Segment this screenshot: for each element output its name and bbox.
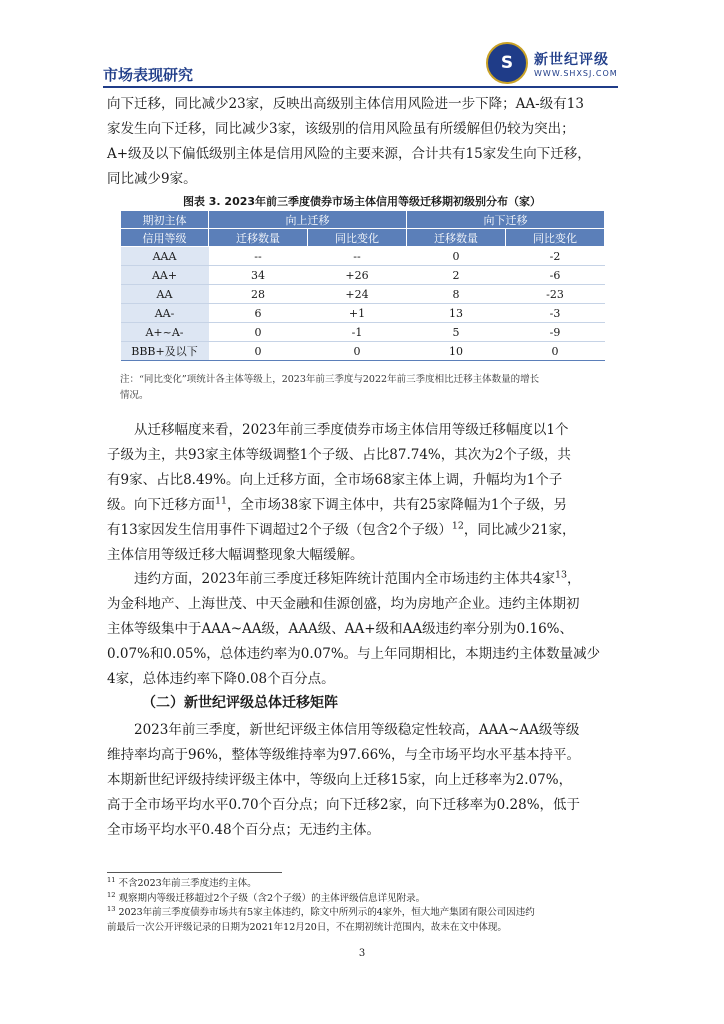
para-line: 主体等级集中于AAA~AA级，AAA级、AA+级和AA级违约率分别为0.16%、 <box>107 621 573 637</box>
grade-cell: A+~A- <box>121 323 209 342</box>
table-note-line: 注：“同比变化”项统计各主体等级上，2023年前三季度与2022年前三季度相比迁移主体数量的增长 <box>120 374 540 385</box>
footnote-11 <box>107 877 617 892</box>
footnote-text: 不含2023年前三季度违约主体。 <box>118 878 257 889</box>
col-up-count: 迁移数量 <box>209 229 308 247</box>
intro-line: 向下迁移，同比减少23家，反映出高级别主体信用风险进一步下降；AA-级有13 <box>107 96 584 112</box>
down-yoy-cell: 0 <box>506 342 605 361</box>
col-down-yoy: 同比变化 <box>506 229 605 247</box>
para-line: 4家，总体违约率下降0.08个百分点。 <box>107 671 335 687</box>
para-line: 2023年前三季度，新世纪评级主体信用等级稳定性较高，AAA~AA级等级 <box>134 722 580 738</box>
down-yoy-cell: -3 <box>506 304 605 323</box>
header-divider <box>103 86 618 88</box>
table-row <box>121 247 605 266</box>
intro-line: A+级及以下偏低级别主体是信用风险的主要来源，合计共有15家发生向下迁移， <box>107 146 591 162</box>
logo-emblem-icon <box>486 42 528 84</box>
up-count-cell: 0 <box>209 323 308 342</box>
col-group-up: 向上迁移 <box>209 211 407 229</box>
para-line: 从迁移幅度来看，2023年前三季度债券市场主体信用等级迁移幅度以1个 <box>134 422 569 438</box>
para-line: 全市场平均水平0.48个百分点；无违约主体。 <box>107 822 381 838</box>
footnote-mark: 13 <box>107 904 116 913</box>
para-line: 有9家、占比8.49%。向上迁移方面，全市场68家主体上调，升幅均为1个子 <box>107 472 563 488</box>
text-span: ，全市场38家下调主体中，共有25家降幅为1个子级，另 <box>227 497 567 513</box>
footnote-text: 2023年前三季度债券市场共有5家主体违约，除文中所列示的4家外，恒大地产集团有限公司因违约 <box>118 907 535 918</box>
grade-cell: BBB+及以下 <box>121 342 209 361</box>
footnote-divider <box>107 872 282 873</box>
col-up-yoy: 同比变化 <box>308 229 407 247</box>
grade-cell: AA <box>121 285 209 304</box>
para-line <box>107 493 617 518</box>
down-count-cell: 10 <box>407 342 506 361</box>
down-yoy-cell: -9 <box>506 323 605 342</box>
text-span: 级。向下迁移方面 <box>107 497 215 513</box>
up-yoy-cell: -- <box>308 247 407 266</box>
table-row <box>121 323 605 342</box>
para-line: 主体信用等级迁移大幅调整现象大幅缓解。 <box>107 547 364 563</box>
up-count-cell: -- <box>209 247 308 266</box>
para-line: 维持率均高于96%，整体等级维持率为97.66%，与全市场平均水平基本持平。 <box>107 747 580 763</box>
para-line <box>107 518 617 543</box>
table-row <box>121 342 605 361</box>
logo-url: WWW.SHXSJ.COM <box>534 69 618 78</box>
para-line: 本期新世纪评级持续评级主体中，等级向上迁移15家，向上迁移率为2.07%， <box>107 772 573 788</box>
para-line: 高于全市场平均水平0.70个百分点；向下迁移2家，向下迁移率为0.28%，低于 <box>107 797 581 813</box>
down-count-cell: 0 <box>407 247 506 266</box>
table-note <box>120 372 610 404</box>
up-yoy-cell: +26 <box>308 266 407 285</box>
text-span: 有13家因发生信用事件下调超过2个子级（包含2个子级） <box>107 522 452 538</box>
footnote-13 <box>107 906 617 921</box>
footnote-mark: 12 <box>107 890 116 899</box>
intro-line: 同比减少9家。 <box>107 171 197 187</box>
page-number: 3 <box>358 948 366 959</box>
figure-caption: 图表 3. 2023年前三季度债券市场主体信用等级迁移期初级别分布（家） <box>182 195 542 208</box>
grade-cell: AAA <box>121 247 209 266</box>
down-count-cell: 5 <box>407 323 506 342</box>
col-group-down: 向下迁移 <box>407 211 605 229</box>
intro-paragraph <box>107 92 617 192</box>
para-line: 为金科地产、上海世茂、中天金融和佳源创盛，均为房地产企业。违约主体期初 <box>107 596 580 612</box>
footnote-ref[interactable]: 12 <box>451 520 464 532</box>
up-yoy-cell: +1 <box>308 304 407 323</box>
footnote-ref[interactable]: 13 <box>554 569 567 581</box>
up-yoy-cell: +24 <box>308 285 407 304</box>
grade-cell: AA+ <box>121 266 209 285</box>
down-yoy-cell: -6 <box>506 266 605 285</box>
up-count-cell: 6 <box>209 304 308 323</box>
col-header-grade-1: 期初主体 <box>121 211 209 229</box>
text-span: ，同比减少21家， <box>463 522 576 538</box>
table-row <box>121 304 605 323</box>
footnote-13-cont: 前最后一次公开评级记录的日期为2021年12月20日，不在期初统计范围内，故未在文中体现。 <box>107 921 507 933</box>
up-yoy-cell: -1 <box>308 323 407 342</box>
default-paragraph <box>107 567 617 692</box>
col-down-count: 迁移数量 <box>407 229 506 247</box>
down-count-cell: 2 <box>407 266 506 285</box>
para-line: 子级为主，共93家主体等级调整1个子级、占比87.74%，其次为2个子级，共 <box>107 447 571 463</box>
footnote-mark: 11 <box>107 875 116 884</box>
para-line: 0.07%和0.05%，总体违约率为0.07%。与上年同期相比，本期违约主体数量减少 <box>107 646 601 662</box>
nci-paragraph <box>107 718 617 843</box>
logo-mark: S <box>500 53 514 73</box>
table-row <box>121 285 605 304</box>
down-yoy-cell: -23 <box>506 285 605 304</box>
running-header-title: 市场表现研究 <box>103 66 194 84</box>
down-count-cell: 8 <box>407 285 506 304</box>
footnote-ref[interactable]: 11 <box>215 495 228 507</box>
down-count-cell: 13 <box>407 304 506 323</box>
down-yoy-cell: -2 <box>506 247 605 266</box>
migration-table <box>120 210 605 361</box>
table-row <box>121 266 605 285</box>
para-line <box>107 567 617 592</box>
up-count-cell: 34 <box>209 266 308 285</box>
footnotes <box>107 877 617 935</box>
footnote-text: 观察期内等级迁移超过2个子级（含2个子级）的主体评级信息详见附录。 <box>118 892 426 904</box>
footnote-12 <box>107 892 617 907</box>
intro-line: 家发生向下迁移，同比减少3家，该级别的信用风险虽有所缓解但仍较为突出； <box>107 121 575 137</box>
up-count-cell: 0 <box>209 342 308 361</box>
grade-cell: AA- <box>121 304 209 323</box>
section-heading: （二）新世纪评级总体迁移矩阵 <box>142 695 338 711</box>
up-yoy-cell: 0 <box>308 342 407 361</box>
text-span: 违约方面，2023年前三季度迁移矩阵统计范围内全市场违约主体共4家 <box>134 571 555 587</box>
company-logo <box>486 42 621 86</box>
magnitude-paragraph <box>107 418 617 568</box>
col-header-grade-2: 信用等级 <box>121 229 209 247</box>
up-count-cell: 28 <box>209 285 308 304</box>
text-span: ， <box>566 571 581 587</box>
logo-name: 新世纪评级 <box>534 52 609 68</box>
table-note-line: 情况。 <box>120 390 149 401</box>
